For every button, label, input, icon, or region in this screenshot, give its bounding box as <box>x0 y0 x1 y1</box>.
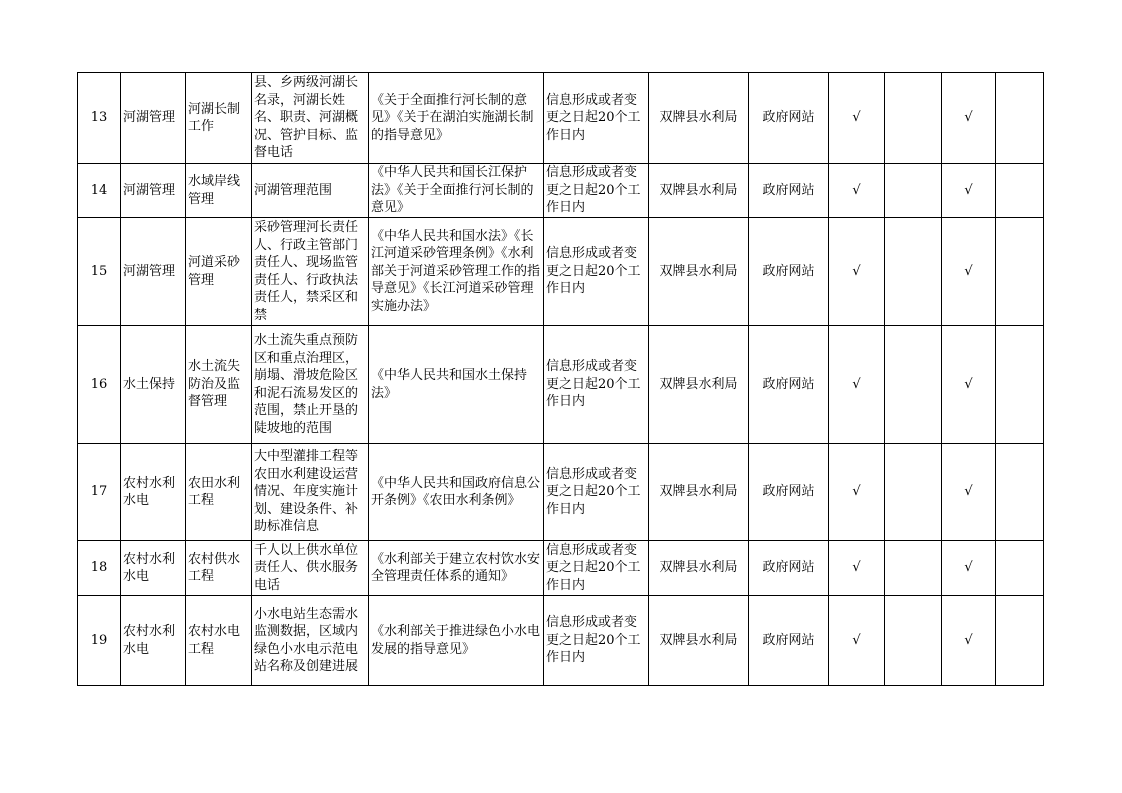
row-number: 18 <box>78 541 121 596</box>
channel-cell: 政府网站 <box>749 596 829 686</box>
check-mark-3: √ <box>942 444 996 541</box>
content-cell <box>252 326 369 444</box>
subject-cell: 双牌县水利局 <box>649 444 749 541</box>
subject-cell: 双牌县水利局 <box>649 326 749 444</box>
category-cell: 水土保持 <box>121 326 186 444</box>
table-row <box>78 218 1044 326</box>
table-row <box>78 596 1044 686</box>
row-number: 17 <box>78 444 121 541</box>
check-mark-1: √ <box>829 164 885 218</box>
content-text: 大中型灌排工程等农田水利建设运营情况、年度实施计划、建设条件、补助标准信息 <box>254 449 359 535</box>
basis-cell: 《中华人民共和国长江保护法》《关于全面推行河长制的意见》 <box>369 164 544 218</box>
timeframe-cell: 信息形成或者变更之日起20个工作日内 <box>544 326 649 444</box>
table-row <box>78 541 1044 596</box>
timeframe-cell: 信息形成或者变更之日起20个工作日内 <box>544 218 649 326</box>
content-cell <box>252 73 369 164</box>
basis-cell: 《水利部关于建立农村饮水安全管理责任体系的通知》 <box>369 541 544 596</box>
content-text: 河湖管理范围 <box>254 182 333 198</box>
content-text: 采砂管理河长责任人、行政主管部门责任人、现场监管责任人、行政执法责任人，禁采区和禁 <box>254 220 359 323</box>
check-mark-1: √ <box>829 596 885 686</box>
check-mark-2 <box>885 164 942 218</box>
item-cell: 河道采砂管理 <box>186 218 252 326</box>
subject-cell: 双牌县水利局 <box>649 164 749 218</box>
timeframe-cell: 信息形成或者变更之日起20个工作日内 <box>544 541 649 596</box>
item-cell: 水域岸线管理 <box>186 164 252 218</box>
content-cell <box>252 164 369 218</box>
row-number: 13 <box>78 73 121 164</box>
category-cell: 河湖管理 <box>121 164 186 218</box>
item-cell: 水土流失防治及监督管理 <box>186 326 252 444</box>
category-cell: 河湖管理 <box>121 73 186 164</box>
channel-cell: 政府网站 <box>749 218 829 326</box>
category-cell: 农村水利水电 <box>121 444 186 541</box>
check-mark-3: √ <box>942 164 996 218</box>
row-number: 14 <box>78 164 121 218</box>
check-mark-2 <box>885 596 942 686</box>
check-mark-2 <box>885 444 942 541</box>
channel-cell: 政府网站 <box>749 326 829 444</box>
category-cell: 农村水利水电 <box>121 596 186 686</box>
table-row <box>78 326 1044 444</box>
check-mark-2 <box>885 73 942 164</box>
check-mark-4 <box>996 541 1044 596</box>
item-cell: 河湖长制工作 <box>186 73 252 164</box>
check-mark-3: √ <box>942 541 996 596</box>
check-mark-4 <box>996 218 1044 326</box>
check-mark-1: √ <box>829 444 885 541</box>
category-cell: 河湖管理 <box>121 218 186 326</box>
timeframe-cell: 信息形成或者变更之日起20个工作日内 <box>544 73 649 164</box>
category-cell: 农村水利水电 <box>121 541 186 596</box>
check-mark-1: √ <box>829 218 885 326</box>
content-text: 小水电站生态需水监测数据，区域内绿色小水电示范电站名称及创建进展 <box>254 606 359 674</box>
check-mark-3: √ <box>942 326 996 444</box>
subject-cell: 双牌县水利局 <box>649 596 749 686</box>
timeframe-cell: 信息形成或者变更之日起20个工作日内 <box>544 596 649 686</box>
channel-cell: 政府网站 <box>749 73 829 164</box>
item-cell: 农村水电工程 <box>186 596 252 686</box>
check-mark-2 <box>885 541 942 596</box>
content-text: 水土流失重点预防区和重点治理区，崩塌、滑坡危险区和泥石流易发区的范围，禁止开垦的陡坡地的范围 <box>254 333 359 436</box>
row-number: 19 <box>78 596 121 686</box>
check-mark-4 <box>996 326 1044 444</box>
check-mark-3: √ <box>942 218 996 326</box>
row-number: 15 <box>78 218 121 326</box>
content-cell <box>252 541 369 596</box>
disclosure-table <box>77 72 1044 686</box>
table-row <box>78 73 1044 164</box>
table-row <box>78 164 1044 218</box>
basis-cell: 《水利部关于推进绿色小水电发展的指导意见》 <box>369 596 544 686</box>
check-mark-1: √ <box>829 541 885 596</box>
check-mark-2 <box>885 326 942 444</box>
basis-cell: 《中华人民共和国水土保持法》 <box>369 326 544 444</box>
content-text: 千人以上供水单位责任人、供水服务电话 <box>254 542 359 593</box>
channel-cell: 政府网站 <box>749 541 829 596</box>
content-text: 县、乡两级河湖长名录，河湖长姓名、职责、河湖概况、管护目标、监督电话 <box>254 75 359 161</box>
check-mark-3: √ <box>942 73 996 164</box>
channel-cell: 政府网站 <box>749 444 829 541</box>
check-mark-4 <box>996 444 1044 541</box>
check-mark-4 <box>996 596 1044 686</box>
check-mark-1: √ <box>829 73 885 164</box>
table-row <box>78 444 1044 541</box>
check-mark-3: √ <box>942 596 996 686</box>
check-mark-4 <box>996 73 1044 164</box>
subject-cell: 双牌县水利局 <box>649 541 749 596</box>
subject-cell: 双牌县水利局 <box>649 218 749 326</box>
check-mark-4 <box>996 164 1044 218</box>
timeframe-cell: 信息形成或者变更之日起20个工作日内 <box>544 164 649 218</box>
subject-cell: 双牌县水利局 <box>649 73 749 164</box>
content-cell <box>252 444 369 541</box>
basis-cell: 《关于全面推行河长制的意见》《关于在湖泊实施湖长制的指导意见》 <box>369 73 544 164</box>
content-cell <box>252 218 369 326</box>
content-cell <box>252 596 369 686</box>
check-mark-2 <box>885 218 942 326</box>
basis-cell: 《中华人民共和国政府信息公开条例》《农田水利条例》 <box>369 444 544 541</box>
item-cell: 农田水利工程 <box>186 444 252 541</box>
row-number: 16 <box>78 326 121 444</box>
channel-cell: 政府网站 <box>749 164 829 218</box>
basis-cell: 《中华人民共和国水法》《长江河道采砂管理条例》《水利部关于河道采砂管理工作的指导意见》《长江河道采砂管理实施办法》 <box>369 218 544 326</box>
timeframe-cell: 信息形成或者变更之日起20个工作日内 <box>544 444 649 541</box>
check-mark-1: √ <box>829 326 885 444</box>
item-cell: 农村供水工程 <box>186 541 252 596</box>
